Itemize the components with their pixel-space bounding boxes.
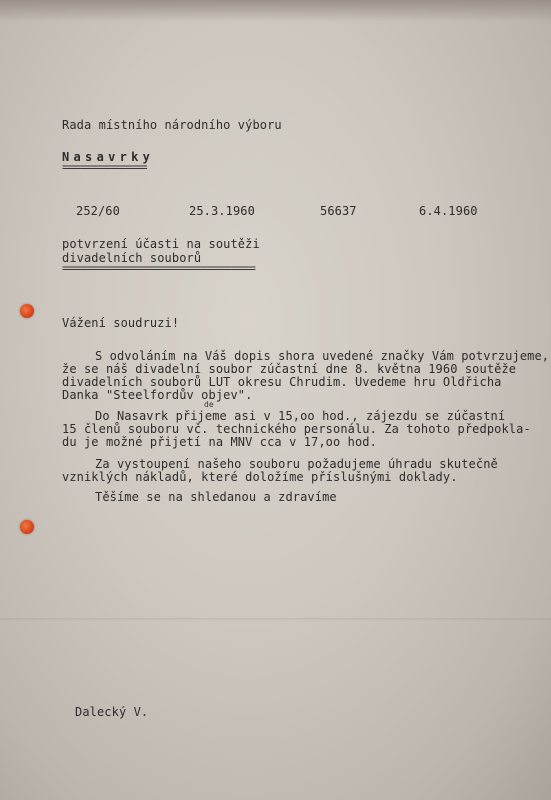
paragraph-3-line-2: vzniklých nákladů, které doložíme příslušnými doklady. [62, 470, 458, 484]
paragraph-1-line-1: S odvoláním na Váš dopis shora uvedené značky Vám potvrzujeme, [95, 349, 550, 363]
recipient-council: Rada místního národního výboru [62, 118, 282, 132]
paragraph-3-line-1: Za vystoupení našeho souboru požadujeme úhradu skutečně [95, 457, 498, 471]
paragraph-1-line-3: divadelních souborů LUT okresu Chrudim. Uvedeme hru Oldřicha [62, 375, 502, 389]
paragraph-2-line-1: Do Nasavrk přijeme asi v 15,oo hod., zájezdu se zúčastní [95, 409, 506, 423]
paragraph-1-line-4: Danka "Steelfordův objev". [62, 388, 253, 402]
subject-line-1: potvrzení účasti na soutěži [62, 237, 260, 251]
punch-hole-bottom [20, 520, 34, 534]
recipient-town: Nasavrky [62, 150, 155, 164]
reference-date: 25.3.1960 [189, 204, 255, 218]
subject-line-2: divadelních souborů [62, 251, 202, 265]
paragraph-2-line-2: 15 členů souboru vč. technického personálu. Za tohoto předpokla- [62, 422, 531, 436]
salutation: Vážení soudruzi! [62, 316, 180, 330]
reference-number: 252/60 [76, 204, 120, 218]
signature: Dalecký V. [75, 705, 149, 719]
paper-fold [0, 618, 551, 621]
handwritten-insertion: de [204, 400, 214, 409]
paper-top-shadow [0, 0, 551, 22]
town-underline: ============== [62, 160, 147, 174]
letter-date: 6.4.1960 [419, 204, 478, 218]
paragraph-1-line-2: že se náš divadelní soubor zúčastní dne 8. května 1960 soutěže [62, 362, 517, 376]
closing-line: Těšíme se na shledanou a zdravíme [95, 490, 337, 504]
reference-code: 56637 [320, 204, 357, 218]
punch-hole-top [20, 304, 34, 318]
paragraph-2-line-3: du je možné přijetí na MNV cca v 17,oo hod. [62, 435, 377, 449]
subject-underline: ================================ [62, 261, 255, 275]
